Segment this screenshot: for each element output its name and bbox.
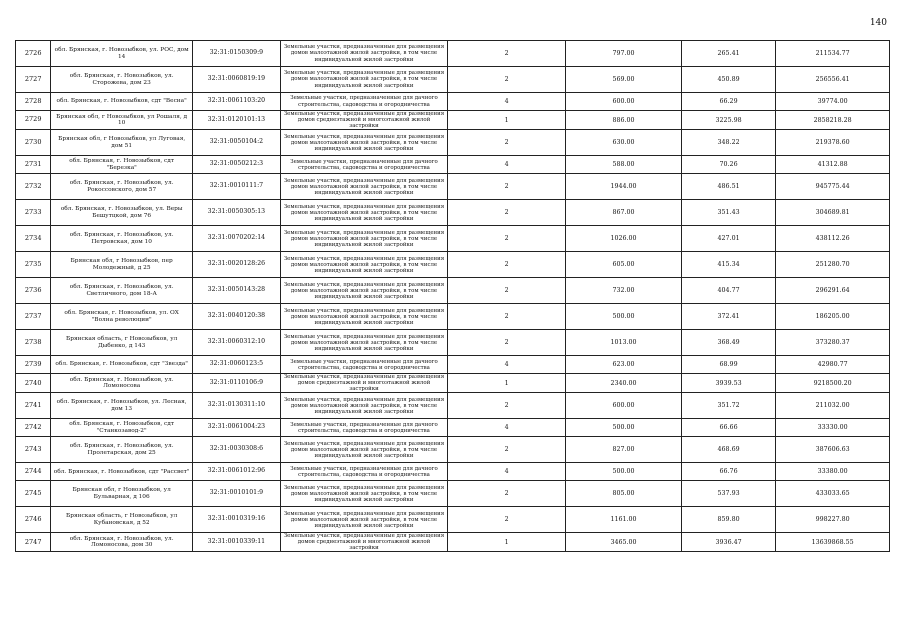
row-number-cell: 2741	[16, 393, 51, 419]
group-cell: 2	[448, 174, 566, 200]
address-cell: Брянская обл, г Новозыбков, пер Молодежный, д 25	[51, 252, 193, 278]
land-use-cell: Земельные участки, предназначенные для размещения домов среднеэтажной и многоэтажной жилой застройки	[280, 374, 447, 393]
area-cell: 1944.00	[566, 174, 682, 200]
cadastral-number-cell: 32:31:0061103:20	[192, 93, 280, 111]
table-row	[16, 481, 890, 507]
specific-value-cell: 537.93	[681, 481, 775, 507]
cadastral-number-cell: 32:31:0050305:13	[192, 200, 280, 226]
land-use-cell: Земельные участки, предназначенные для размещения домов малоэтажной жилой застройки, в том числе индивидуальной жилой застройки	[280, 41, 447, 67]
table-row	[16, 304, 890, 330]
area-cell: 827.00	[566, 437, 682, 463]
group-cell: 2	[448, 226, 566, 252]
group-cell: 2	[448, 252, 566, 278]
land-use-cell: Земельные участки, предназначенные для размещения домов малоэтажной жилой застройки, в том числе индивидуальной жилой застройки	[280, 304, 447, 330]
area-cell: 588.00	[566, 156, 682, 174]
land-use-cell: Земельные участки, предназначенные для размещения домов малоэтажной жилой застройки, в том числе индивидуальной жилой застройки	[280, 200, 447, 226]
group-cell: 2	[448, 278, 566, 304]
land-use-cell: Земельные участки, предназначенные для дачного строительства, садоводства и огородничества	[280, 356, 447, 374]
area-cell: 1161.00	[566, 507, 682, 533]
address-cell: обл. Брянская, г. Новозыбков, ул. Лесная, дом 13	[51, 393, 193, 419]
group-cell: 4	[448, 93, 566, 111]
row-number-cell: 2745	[16, 481, 51, 507]
specific-value-cell: 486.51	[681, 174, 775, 200]
address-cell: обл. Брянская, г. Новозыбков, ул. Веры Бешутцкой, дом 76	[51, 200, 193, 226]
table-row	[16, 130, 890, 156]
land-use-cell: Земельные участки, предназначенные для размещения домов малоэтажной жилой застройки, в том числе индивидуальной жилой застройки	[280, 130, 447, 156]
land-use-cell: Земельные участки, предназначенные для размещения домов среднеэтажной и многоэтажной жилой застройки	[280, 111, 447, 130]
cadastral-number-cell: 32:31:0061004:23	[192, 419, 280, 437]
row-number-cell: 2734	[16, 226, 51, 252]
cadastral-value-cell: 9218500.20	[776, 374, 890, 393]
cadastral-number-cell: 32:31:0010339:11	[192, 533, 280, 552]
area-cell: 886.00	[566, 111, 682, 130]
cadastral-number-cell: 32:31:0040120:38	[192, 304, 280, 330]
cadastral-value-cell: 42980.77	[776, 356, 890, 374]
cadastral-number-cell: 32:31:0010111:7	[192, 174, 280, 200]
cadastral-value-cell: 373280.37	[776, 330, 890, 356]
cadastral-value-cell: 304689.81	[776, 200, 890, 226]
area-cell: 805.00	[566, 481, 682, 507]
table-row	[16, 533, 890, 552]
row-number-cell: 2735	[16, 252, 51, 278]
cadastral-number-cell: 32:31:0010101:9	[192, 481, 280, 507]
land-registry-table	[15, 40, 890, 552]
specific-value-cell: 348.22	[681, 130, 775, 156]
row-number-cell: 2739	[16, 356, 51, 374]
table-row	[16, 393, 890, 419]
group-cell: 2	[448, 507, 566, 533]
address-cell: обл. Брянская, г. Новозыбков, ул. Пролетарская, дом 25	[51, 437, 193, 463]
cadastral-value-cell: 33380.00	[776, 463, 890, 481]
table-row	[16, 41, 890, 67]
area-cell: 1013.00	[566, 330, 682, 356]
row-number-cell: 2740	[16, 374, 51, 393]
cadastral-number-cell: 32:31:0050212:3	[192, 156, 280, 174]
area-cell: 1026.00	[566, 226, 682, 252]
table-row	[16, 200, 890, 226]
row-number-cell: 2729	[16, 111, 51, 130]
cadastral-value-cell: 251280.70	[776, 252, 890, 278]
group-cell: 2	[448, 330, 566, 356]
cadastral-value-cell: 211534.77	[776, 41, 890, 67]
group-cell: 2	[448, 304, 566, 330]
cadastral-value-cell: 219378.60	[776, 130, 890, 156]
group-cell: 2	[448, 130, 566, 156]
cadastral-value-cell: 256556.41	[776, 67, 890, 93]
land-use-cell: Земельные участки, предназначенные для размещения домов малоэтажной жилой застройки, в том числе индивидуальной жилой застройки	[280, 330, 447, 356]
group-cell: 2	[448, 67, 566, 93]
row-number-cell: 2730	[16, 130, 51, 156]
cadastral-number-cell: 32:31:0060312:10	[192, 330, 280, 356]
area-cell: 500.00	[566, 304, 682, 330]
specific-value-cell: 450.89	[681, 67, 775, 93]
address-cell: обл. Брянская, г. Новозыбков, сдт "Звезда"	[51, 356, 193, 374]
table-row	[16, 374, 890, 393]
cadastral-number-cell: 32:31:0150309:9	[192, 41, 280, 67]
land-use-cell: Земельные участки, предназначенные для дачного строительства, садоводства и огородничества	[280, 93, 447, 111]
table-row	[16, 174, 890, 200]
table-row	[16, 330, 890, 356]
specific-value-cell: 3939.53	[681, 374, 775, 393]
table-row	[16, 437, 890, 463]
land-use-cell: Земельные участки, предназначенные для дачного строительства, садоводства и огородничества	[280, 156, 447, 174]
group-cell: 2	[448, 481, 566, 507]
cadastral-number-cell: 32:31:0060123:5	[192, 356, 280, 374]
address-cell: Брянская обл, г Новозыбков, ул Рошаля, д 10	[51, 111, 193, 130]
table-row	[16, 67, 890, 93]
specific-value-cell: 3225.98	[681, 111, 775, 130]
table-row	[16, 278, 890, 304]
address-cell: обл. Брянская, г. Новозыбков, ул. Ломоносова	[51, 374, 193, 393]
table-row	[16, 226, 890, 252]
specific-value-cell: 70.26	[681, 156, 775, 174]
group-cell: 2	[448, 437, 566, 463]
table-row	[16, 252, 890, 278]
specific-value-cell: 66.66	[681, 419, 775, 437]
area-cell: 623.00	[566, 356, 682, 374]
table-body	[16, 41, 890, 552]
group-cell: 4	[448, 356, 566, 374]
area-cell: 500.00	[566, 463, 682, 481]
address-cell: обл. Брянская, г. Новозыбков, ул. Ломоносова, дом 30	[51, 533, 193, 552]
cadastral-value-cell: 39774.00	[776, 93, 890, 111]
row-number-cell: 2746	[16, 507, 51, 533]
area-cell: 797.00	[566, 41, 682, 67]
row-number-cell: 2743	[16, 437, 51, 463]
cadastral-value-cell: 211032.00	[776, 393, 890, 419]
land-use-cell: Земельные участки, предназначенные для дачного строительства, садоводства и огородничества	[280, 419, 447, 437]
cadastral-value-cell: 945775.44	[776, 174, 890, 200]
cadastral-value-cell: 186205.00	[776, 304, 890, 330]
area-cell: 605.00	[566, 252, 682, 278]
group-cell: 2	[448, 41, 566, 67]
specific-value-cell: 66.29	[681, 93, 775, 111]
cadastral-value-cell: 41312.88	[776, 156, 890, 174]
specific-value-cell: 427.01	[681, 226, 775, 252]
cadastral-value-cell: 387606.63	[776, 437, 890, 463]
row-number-cell: 2728	[16, 93, 51, 111]
group-cell: 1	[448, 111, 566, 130]
cadastral-number-cell: 32:31:0020128:26	[192, 252, 280, 278]
row-number-cell: 2744	[16, 463, 51, 481]
specific-value-cell: 3936.47	[681, 533, 775, 552]
land-use-cell: Земельные участки, предназначенные для размещения домов малоэтажной жилой застройки, в том числе индивидуальной жилой застройки	[280, 226, 447, 252]
table-row	[16, 419, 890, 437]
specific-value-cell: 68.99	[681, 356, 775, 374]
address-cell: Брянская обл, г Новозыбков, ул Бульварная, д 106	[51, 481, 193, 507]
area-cell: 630.00	[566, 130, 682, 156]
row-number-cell: 2731	[16, 156, 51, 174]
cadastral-number-cell: 32:31:0120101:13	[192, 111, 280, 130]
land-use-cell: Земельные участки, предназначенные для размещения домов малоэтажной жилой застройки, в том числе индивидуальной жилой застройки	[280, 67, 447, 93]
group-cell: 4	[448, 156, 566, 174]
area-cell: 2340.00	[566, 374, 682, 393]
area-cell: 867.00	[566, 200, 682, 226]
area-cell: 569.00	[566, 67, 682, 93]
group-cell: 4	[448, 463, 566, 481]
row-number-cell: 2726	[16, 41, 51, 67]
land-use-cell: Земельные участки, предназначенные для дачного строительства, садоводства и огородничества	[280, 463, 447, 481]
specific-value-cell: 415.34	[681, 252, 775, 278]
land-use-cell: Земельные участки, предназначенные для размещения домов малоэтажной жилой застройки, в том числе индивидуальной жилой застройки	[280, 174, 447, 200]
specific-value-cell: 265.41	[681, 41, 775, 67]
row-number-cell: 2742	[16, 419, 51, 437]
group-cell: 4	[448, 419, 566, 437]
row-number-cell: 2733	[16, 200, 51, 226]
group-cell: 2	[448, 393, 566, 419]
land-use-cell: Земельные участки, предназначенные для размещения домов малоэтажной жилой застройки, в том числе индивидуальной жилой застройки	[280, 481, 447, 507]
address-cell: обл. Брянская, г. Новозыбков, ул. ОХ "Волна революции"	[51, 304, 193, 330]
page-number: 140	[869, 18, 887, 28]
land-use-cell: Земельные участки, предназначенные для размещения домов среднеэтажной и многоэтажной жилой застройки	[280, 533, 447, 552]
address-cell: обл. Брянская, г. Новозыбков, ул. РОС, дом 14	[51, 41, 193, 67]
address-cell: обл. Брянская, г. Новозыбков, ул. Рокоссовского, дом 57	[51, 174, 193, 200]
cadastral-value-cell: 13639868.55	[776, 533, 890, 552]
address-cell: Брянская область, г Новозыбков, ул Кубановская, д 52	[51, 507, 193, 533]
cadastral-number-cell: 32:31:0061012:96	[192, 463, 280, 481]
cadastral-value-cell: 2858218.28	[776, 111, 890, 130]
address-cell: обл. Брянская, г. Новозыбков, сдт "Рассвет"	[51, 463, 193, 481]
address-cell: обл. Брянская, г. Новозыбков, ул. Петровская, дом 10	[51, 226, 193, 252]
cadastral-number-cell: 32:31:0010319:16	[192, 507, 280, 533]
group-cell: 1	[448, 533, 566, 552]
specific-value-cell: 404.77	[681, 278, 775, 304]
cadastral-value-cell: 296291.64	[776, 278, 890, 304]
cadastral-value-cell: 998227.80	[776, 507, 890, 533]
area-cell: 500.00	[566, 419, 682, 437]
address-cell: Брянская обл, г Новозыбков, ул Луговая, дом 51	[51, 130, 193, 156]
row-number-cell: 2747	[16, 533, 51, 552]
group-cell: 1	[448, 374, 566, 393]
table-row	[16, 111, 890, 130]
specific-value-cell: 66.76	[681, 463, 775, 481]
area-cell: 600.00	[566, 93, 682, 111]
group-cell: 2	[448, 200, 566, 226]
address-cell: обл. Брянская, г. Новозыбков, сдт "Березка"	[51, 156, 193, 174]
cadastral-value-cell: 433033.65	[776, 481, 890, 507]
address-cell: обл. Брянская, г. Новозыбков, сдт "Весна"	[51, 93, 193, 111]
specific-value-cell: 372.41	[681, 304, 775, 330]
cadastral-number-cell: 32:31:0070202:14	[192, 226, 280, 252]
area-cell: 3465.00	[566, 533, 682, 552]
land-use-cell: Земельные участки, предназначенные для размещения домов малоэтажной жилой застройки, в том числе индивидуальной жилой застройки	[280, 437, 447, 463]
cadastral-number-cell: 32:31:0130311:10	[192, 393, 280, 419]
table-row	[16, 93, 890, 111]
cadastral-value-cell: 33330.00	[776, 419, 890, 437]
row-number-cell: 2732	[16, 174, 51, 200]
table-row	[16, 156, 890, 174]
area-cell: 600.00	[566, 393, 682, 419]
row-number-cell: 2736	[16, 278, 51, 304]
area-cell: 732.00	[566, 278, 682, 304]
cadastral-number-cell: 32:31:0060819:19	[192, 67, 280, 93]
address-cell: обл. Брянская, г. Новозыбков, ул. Светличного, дом 18-А	[51, 278, 193, 304]
address-cell: Брянская область, г Новозыбков, ул Дыбенко, д 143	[51, 330, 193, 356]
row-number-cell: 2738	[16, 330, 51, 356]
address-cell: обл. Брянская, г. Новозыбков, ул. Сторожева, дом 23	[51, 67, 193, 93]
specific-value-cell: 468.69	[681, 437, 775, 463]
specific-value-cell: 351.43	[681, 200, 775, 226]
address-cell: обл. Брянская, г. Новозыбков, сдт "Станкозавод-2"	[51, 419, 193, 437]
land-use-cell: Земельные участки, предназначенные для размещения домов малоэтажной жилой застройки, в том числе индивидуальной жилой застройки	[280, 252, 447, 278]
cadastral-number-cell: 32:31:0050143:28	[192, 278, 280, 304]
row-number-cell: 2737	[16, 304, 51, 330]
cadastral-number-cell: 32:31:0110106:9	[192, 374, 280, 393]
specific-value-cell: 351.72	[681, 393, 775, 419]
cadastral-number-cell: 32:31:0030308:6	[192, 437, 280, 463]
cadastral-number-cell: 32:31:0050104:2	[192, 130, 280, 156]
table-row	[16, 356, 890, 374]
table-row	[16, 463, 890, 481]
table-row	[16, 507, 890, 533]
specific-value-cell: 368.49	[681, 330, 775, 356]
row-number-cell: 2727	[16, 67, 51, 93]
land-use-cell: Земельные участки, предназначенные для размещения домов малоэтажной жилой застройки, в том числе индивидуальной жилой застройки	[280, 278, 447, 304]
cadastral-value-cell: 438112.26	[776, 226, 890, 252]
specific-value-cell: 859.80	[681, 507, 775, 533]
land-use-cell: Земельные участки, предназначенные для размещения домов малоэтажной жилой застройки, в том числе индивидуальной жилой застройки	[280, 393, 447, 419]
land-use-cell: Земельные участки, предназначенные для размещения домов малоэтажной жилой застройки, в том числе индивидуальной жилой застройки	[280, 507, 447, 533]
